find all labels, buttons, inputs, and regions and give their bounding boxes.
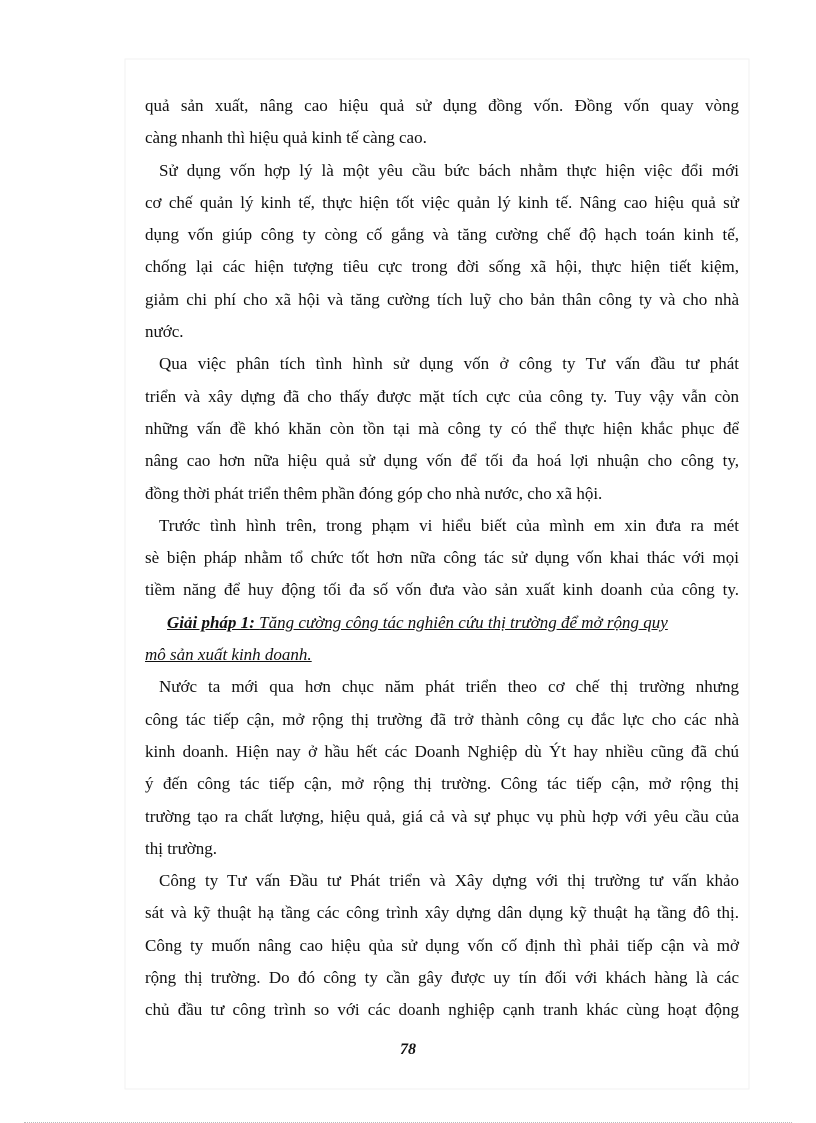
text-line: Công ty Tư vấn Đầu tư Phát triển và Xây dựng với thị trường tư vấn khảo <box>159 871 739 891</box>
text-line: chủ đầu tư công trình so với các doanh nghiệp cạnh tranh khác cùng hoạt động <box>145 1000 739 1020</box>
text-line: cơ chế quản lý kinh tế, thực hiện tốt việc quản lý kinh tế. Nâng cao hiệu quả sử <box>145 192 739 212</box>
text-line: trường tạo ra chất lượng, hiệu quả, giá cả và sự phục vụ phù hợp với yêu cầu của <box>145 806 739 826</box>
text-line: Sử dụng vốn hợp lý là một yêu cầu bức bách nhằm thực hiện việc đổi mới <box>159 160 739 180</box>
solution-label: Giải pháp 1 <box>167 612 250 632</box>
text-line: Qua việc phân tích tình hình sử dụng vốn ở công ty Tư vấn đầu tư phát <box>159 354 739 374</box>
text-line: công tác tiếp cận, mở rộng thị trường đã trở thành công cụ đắc lực cho các nhà <box>145 709 739 729</box>
document-body <box>145 90 739 1027</box>
text-line: Công ty muốn nâng cao hiệu qủa sử dụng vốn cố định thì phải tiếp cận và mở <box>145 935 739 955</box>
solution-heading <box>145 607 739 639</box>
text-line: kinh doanh. Hiện nay ở hầu hết các Doanh Nghiệp dù Ýt hay nhiều cũng đã chú <box>145 741 739 761</box>
paragraph-block-1 <box>145 90 739 607</box>
text-line: ý đến công tác tiếp cận, mở rộng thị trường. Công tác tiếp cận, mở rộng thị <box>145 774 739 794</box>
text-line: rộng thị trường. Do đó công ty cần gây được uy tín đối với khách hàng là các <box>145 968 739 988</box>
text-line: quả sản xuất, nâng cao hiệu quả sử dụng đồng vốn. Đồng vốn quay vòng <box>145 96 739 115</box>
text-line: đồng thời phát triển thêm phần đóng góp cho nhà nước, cho xã hội. <box>145 483 603 503</box>
text-line: sè biện pháp nhằm tổ chức tốt hơn nữa công tác sử dụng vốn khai thác với mọi <box>145 548 739 568</box>
text-line: dụng vốn giúp công ty còng cố gắng và tăng cường chế độ hạch toán kinh tế, <box>145 225 739 245</box>
page-number: 78 <box>400 1041 416 1058</box>
text-line: Nước ta mới qua hơn chục năm phát triển theo cơ chế thị trường nhưng <box>159 677 739 697</box>
solution-heading-continuation: mô sản xuất kinh doanh. <box>145 645 312 665</box>
text-line: càng nhanh thì hiệu quả kinh tế càng cao. <box>145 128 427 148</box>
text-line: Trước tình hình trên, trong phạm vi hiểu biết của mình em xin đưa ra mét <box>159 515 739 535</box>
text-line: thị trường. <box>145 838 218 858</box>
solution-title: Tăng cường công tác nghiên cứu thị trường để mở rộng quy <box>259 612 668 632</box>
text-line: tiềm năng để huy động tối đa số vốn đưa vào sản xuất kinh doanh của công ty. <box>145 580 739 600</box>
text-line: sát và kỹ thuật hạ tầng các công trình xây dựng dân dụng kỹ thuật hạ tầng đô thị. <box>145 903 739 923</box>
solution-colon: : <box>249 612 260 632</box>
text-line: nước. <box>145 322 184 342</box>
paragraph-block-2 <box>145 671 739 1026</box>
text-line: những vấn đề khó khăn còn tồn tại mà công ty có thể thực hiện khắc phục để <box>145 418 739 438</box>
text-line: giảm chi phí cho xã hội và tăng cường tích luỹ cho bản thân công ty và cho nhà <box>145 289 739 309</box>
text-line: chống lại các hiện tượng tiêu cực trong đời sống xã hội, thực hiện tiết kiệm, <box>145 257 739 277</box>
text-line: triển và xây dựng đã cho thấy được mặt tích cực của công ty. Tuy vậy vẫn còn <box>145 386 739 406</box>
text-line: nâng cao hơn nữa hiệu quả sử dụng vốn để tối đa hoá lợi nhuận cho công ty, <box>145 451 739 471</box>
